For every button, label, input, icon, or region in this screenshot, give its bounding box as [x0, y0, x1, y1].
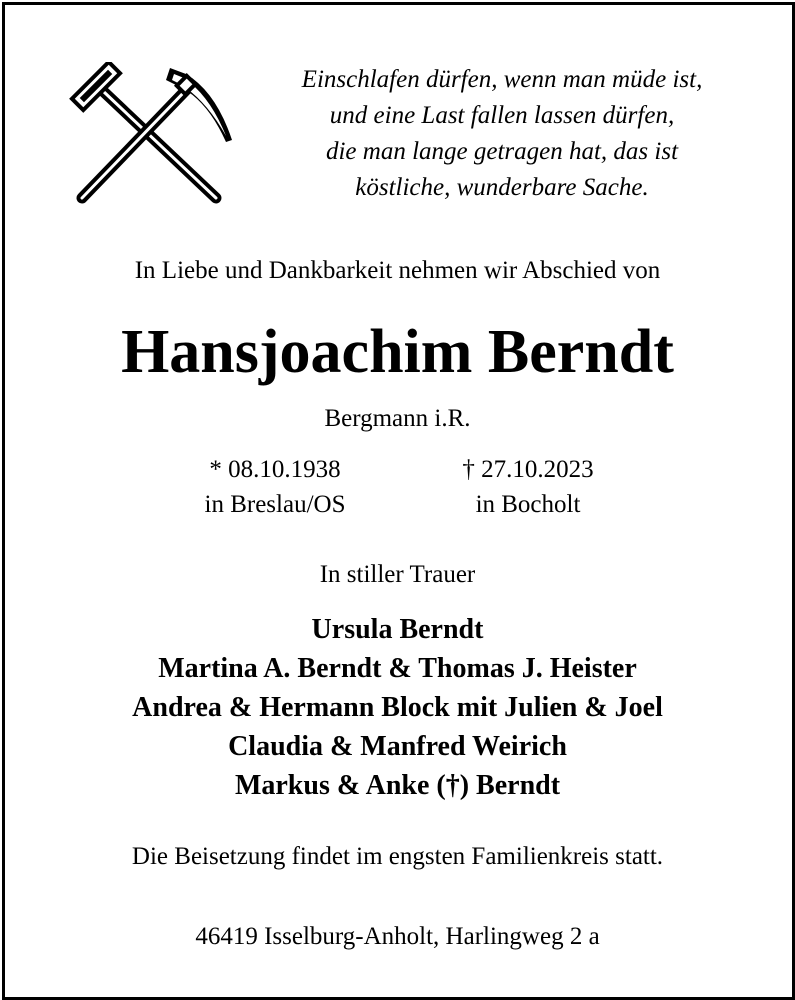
poem-line: köstliche, wunderbare Sache. — [355, 174, 649, 201]
birth-place: in Breslau/OS — [204, 491, 346, 518]
deceased-occupation: Bergmann i.R. — [324, 405, 471, 432]
death-date: † 27.10.2023 — [462, 456, 594, 483]
poem-line: Einschlafen dürfen, wenn man müde ist, — [301, 66, 703, 93]
address: 46419 Isselburg-Anholt, Harlingweg 2 a — [195, 923, 600, 950]
birth-info — [155, 452, 395, 522]
death-place: in Bocholt — [475, 491, 581, 518]
poem-line: und eine Last fallen lassen dürfen, — [329, 102, 675, 129]
family-member: Martina A. Berndt & Thomas J. Heister — [158, 653, 637, 684]
intro-text: In Liebe und Dankbarkeit nehmen wir Abschied von — [134, 257, 661, 284]
deceased-name: Hansjoachim Berndt — [121, 318, 674, 386]
family-member: Andrea & Hermann Block mit Julien & Joel — [132, 692, 663, 723]
poem-line: die man lange getragen hat, das ist — [325, 138, 679, 165]
family-member: Ursula Berndt — [311, 614, 484, 645]
mourning-label: In stiller Trauer — [319, 561, 476, 588]
crossed-hammer-and-pick-icon — [66, 62, 236, 208]
family-member: Markus & Anke (†) Berndt — [234, 770, 561, 801]
poem — [262, 62, 742, 206]
family-member: Claudia & Manfred Weirich — [228, 731, 567, 762]
death-info — [408, 452, 648, 522]
family-list — [0, 610, 795, 805]
birth-date: * 08.10.1938 — [209, 456, 341, 483]
burial-note: Die Beisetzung findet im engsten Familienkreis statt. — [131, 843, 664, 870]
